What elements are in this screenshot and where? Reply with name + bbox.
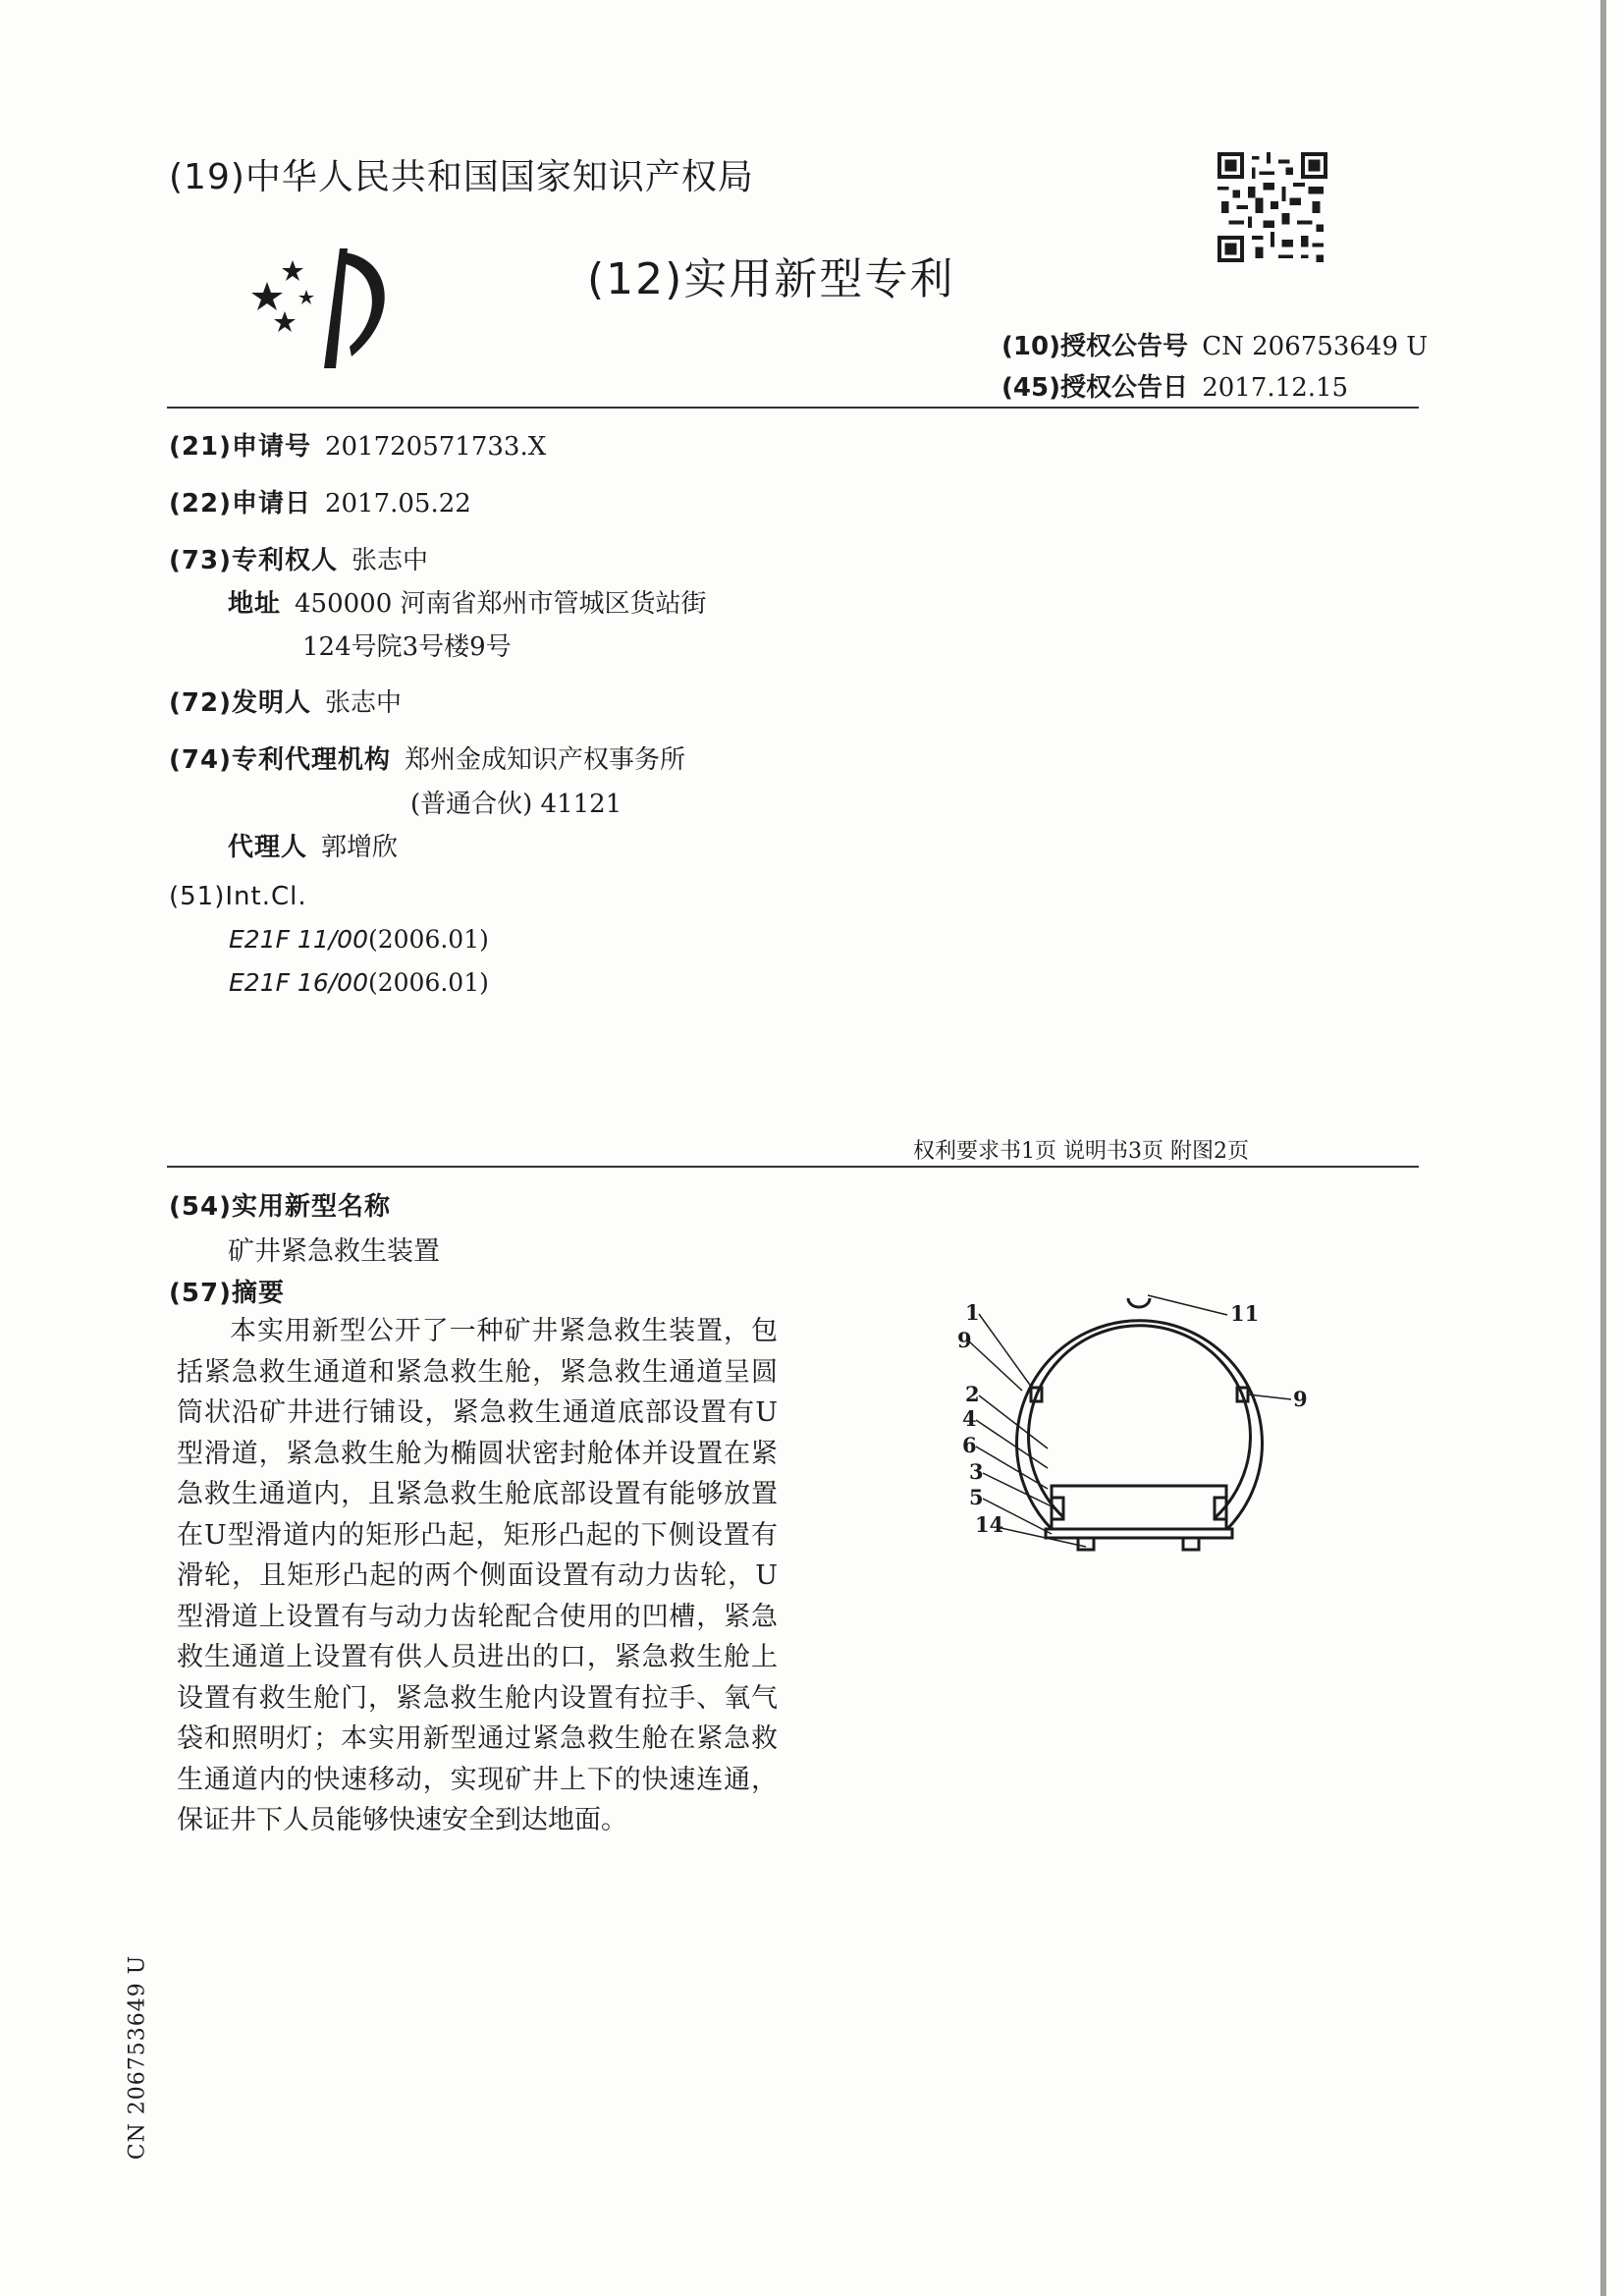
tunnel-inner-wall xyxy=(1029,1326,1251,1517)
wheel xyxy=(1183,1538,1199,1550)
agent xyxy=(228,827,398,863)
figure-label: 4 xyxy=(962,1406,977,1431)
agency-line1: 郑州金成知识产权事务所 xyxy=(404,745,685,775)
figure-label: 1 xyxy=(965,1300,980,1325)
header-rule xyxy=(167,407,1419,409)
address-line1: 450000 河南省郑州市管城区货站街 xyxy=(295,589,707,619)
abstract-text: 本实用新型公开了一种矿井紧急救生装置，包括紧急救生通道和紧急救生舱，紧急救生通道呈圆筒状沿矿井进行铺设，紧急救生通道底部设置有U型滑道，紧急救生舱为椭圆状密封舱体并设置在紧急救生通道内，且紧急救生舱底部设置有能够放置在U型滑道内的矩形凸起，矩形凸起的下侧设置有滑轮，且矩形凸起的两个侧面设置有动力齿轮，U型滑道上设置有与动力齿轮配合使用的凹槽，紧急救生通道上设置有供人员进出的口，紧急救生舱上设置有救生舱门，紧急救生舱内设置有拉手、氧气袋和照明灯；本实用新型通过紧急救生舱在紧急救生通道内的快速移动，实现矿井上下的快速连通，保证井下人员能够快速安全到达地面。 xyxy=(177,1316,778,1835)
patentee xyxy=(169,540,428,576)
application-date xyxy=(169,483,471,519)
grant-pub-date-value: 2017.12.15 xyxy=(1202,373,1349,403)
app-no-value: 201720571733.X xyxy=(324,432,547,462)
abstract-label: (57)摘要 xyxy=(169,1279,285,1308)
inventor xyxy=(169,683,402,719)
agency-line2: (普通合伙) 41121 xyxy=(410,790,622,819)
grant-pub-no-label: (10)授权公告号 xyxy=(1001,332,1188,361)
figure-label: 14 xyxy=(975,1512,1004,1537)
u-slide-track xyxy=(1046,1529,1232,1538)
inventor-label: (72)发明人 xyxy=(169,688,311,718)
wheel xyxy=(1078,1538,1094,1550)
intcl-version: (2006.01) xyxy=(367,968,489,997)
inventor-value: 张志中 xyxy=(324,688,402,718)
address-line2: 124号院3号楼9号 xyxy=(302,632,512,662)
patent-agency xyxy=(169,739,685,776)
figure-label: 9 xyxy=(957,1328,972,1352)
address xyxy=(228,583,707,620)
document-type: (12)实用新型专利 xyxy=(587,254,955,304)
address-label: 地址 xyxy=(228,589,282,619)
intcl-code: E21F 16/00 xyxy=(229,968,368,997)
agency-label: (74)专利代理机构 xyxy=(169,745,391,775)
grant-pub-date-label: (45)授权公告日 xyxy=(1001,373,1188,403)
intcl-entry xyxy=(229,968,489,997)
agent-label: 代理人 xyxy=(228,833,308,862)
app-no-label: (21)申请号 xyxy=(169,432,311,462)
qr-code-icon xyxy=(1217,152,1327,262)
page-counts: 权利要求书1页 说明书3页 附图2页 xyxy=(913,1139,1249,1164)
patentee-label: (73)专利权人 xyxy=(169,546,338,575)
office-name: (19)中华人民共和国国家知识产权局 xyxy=(169,157,754,197)
figure-label: 3 xyxy=(969,1459,984,1484)
intcl-code: E21F 11/00 xyxy=(229,925,368,954)
patentee-value: 张志中 xyxy=(351,546,428,575)
title-label: (54)实用新型名称 xyxy=(169,1192,391,1222)
application-number xyxy=(169,426,546,463)
figure-label: 11 xyxy=(1230,1301,1260,1326)
intcl xyxy=(169,882,307,911)
utility-model-title: 矿井紧急救生装置 xyxy=(228,1236,440,1267)
figure-label: 2 xyxy=(965,1382,980,1406)
intcl-entry xyxy=(229,925,489,954)
figure-label: 9 xyxy=(1293,1387,1308,1411)
intcl-label: (51)Int.Cl. xyxy=(169,882,307,911)
scan-edge xyxy=(1600,0,1606,2296)
abstract-figure xyxy=(957,1277,1321,1601)
app-date-value: 2017.05.22 xyxy=(324,489,471,519)
grant-pub-no-value: CN 206753649 U xyxy=(1202,332,1429,361)
intcl-version: (2006.01) xyxy=(367,925,489,954)
figure-label: 5 xyxy=(969,1485,984,1509)
lamp xyxy=(1128,1298,1150,1307)
capsule-body xyxy=(1052,1486,1226,1529)
grant-publication-number xyxy=(1001,326,1428,362)
grant-publication-date xyxy=(1001,367,1348,404)
figure-label: 6 xyxy=(962,1433,977,1457)
cnipa-logo-icon xyxy=(245,241,403,373)
vertical-publication-number: CN 206753649 U xyxy=(125,1954,150,2160)
agent-value: 郭增欣 xyxy=(321,833,399,862)
app-date-label: (22)申请日 xyxy=(169,489,311,519)
section-rule xyxy=(167,1166,1419,1168)
